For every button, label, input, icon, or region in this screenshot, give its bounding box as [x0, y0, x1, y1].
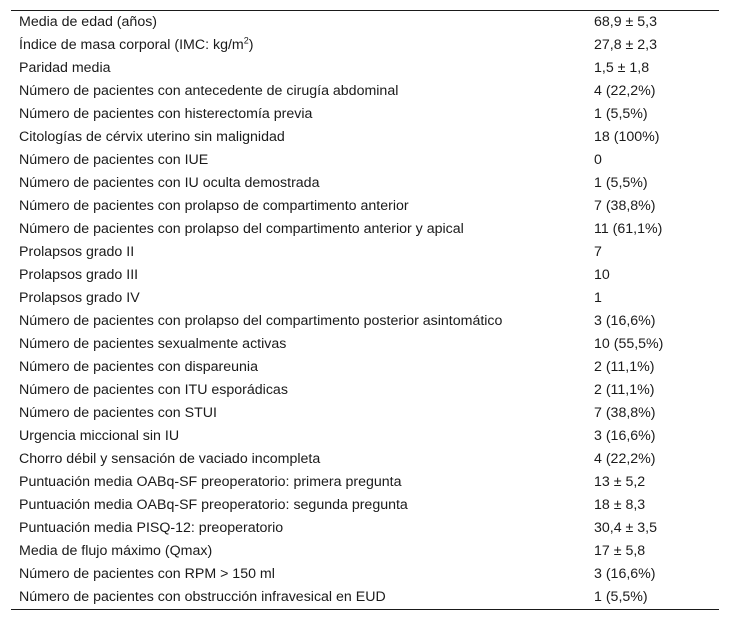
row-label: Citologías de cérvix uterino sin malignidad	[19, 129, 285, 145]
table-row	[11, 310, 719, 333]
table-row	[11, 80, 719, 103]
row-value: 17 ± 5,8	[594, 543, 646, 559]
row-value: 0	[594, 152, 602, 168]
table-row	[11, 195, 719, 218]
table-row	[11, 356, 719, 379]
row-label: Chorro débil y sensación de vaciado incompleta	[19, 451, 321, 467]
table-row	[11, 540, 719, 563]
row-value: 7	[594, 244, 602, 260]
row-label-suffix: )	[248, 37, 254, 53]
row-label: Puntuación media OABq-SF preoperatorio: segunda pregunta	[19, 497, 408, 513]
row-value: 11 (61,1%)	[594, 221, 663, 237]
table-row	[11, 287, 719, 310]
table-row	[11, 402, 719, 425]
row-label: Número de pacientes con prolapso del compartimento posterior asintomático	[19, 313, 503, 329]
row-value: 1 (5,5%)	[594, 106, 648, 122]
table-row	[11, 103, 719, 126]
row-label-superscript: 2	[243, 35, 249, 46]
row-value: 7 (38,8%)	[594, 198, 656, 214]
row-label: Número de pacientes con RPM > 150 ml	[19, 566, 275, 582]
row-value: 13 ± 5,2	[594, 474, 646, 490]
row-value: 2 (11,1%)	[594, 359, 655, 375]
row-label: Prolapsos grado IV	[19, 290, 140, 306]
row-value: 68,9 ± 5,3	[594, 14, 658, 30]
row-label: Número de pacientes con dispareunia	[19, 359, 258, 375]
row-label: Paridad media	[19, 60, 111, 76]
table-row	[11, 517, 719, 540]
table-row	[11, 563, 719, 586]
row-value: 1	[594, 290, 602, 306]
row-value: 10 (55,5%)	[594, 336, 664, 352]
row-label: Número de pacientes con prolapso de compartimento anterior	[19, 198, 409, 214]
table-row	[11, 57, 719, 80]
row-value: 4 (22,2%)	[594, 451, 656, 467]
row-label: Media de edad (años)	[19, 14, 158, 30]
row-value: 3 (16,6%)	[594, 428, 656, 444]
patient-characteristics-table	[11, 11, 719, 609]
table-row	[11, 34, 719, 57]
row-value: 27,8 ± 2,3	[594, 37, 658, 53]
table-row	[11, 379, 719, 402]
table-row	[11, 172, 719, 195]
table-row	[11, 218, 719, 241]
row-value: 1,5 ± 1,8	[594, 60, 650, 76]
table-row	[11, 586, 719, 609]
row-label: Número de pacientes con prolapso del compartimento anterior y apical	[19, 221, 464, 237]
row-value: 7 (38,8%)	[594, 405, 656, 421]
table-row	[11, 471, 719, 494]
row-label: Número de pacientes con antecedente de cirugía abdominal	[19, 83, 399, 99]
table-body	[11, 11, 719, 609]
row-value: 30,4 ± 3,5	[594, 520, 658, 536]
data-table	[11, 10, 719, 610]
row-value: 18 ± 8,3	[594, 497, 646, 513]
row-value: 3 (16,6%)	[594, 566, 656, 582]
table-row	[11, 11, 719, 34]
row-value: 1 (5,5%)	[594, 175, 648, 191]
table-row	[11, 126, 719, 149]
row-value: 4 (22,2%)	[594, 83, 656, 99]
row-label: Puntuación media OABq-SF preoperatorio: primera pregunta	[19, 474, 402, 490]
row-value: 18 (100%)	[594, 129, 660, 145]
table-row	[11, 425, 719, 448]
row-label: Número de pacientes con STUI	[19, 405, 217, 421]
row-label: Número de pacientes con histerectomía previa	[19, 106, 313, 122]
table-row	[11, 494, 719, 517]
row-label	[11, 34, 584, 57]
row-label: Prolapsos grado III	[19, 267, 139, 283]
row-value: 3 (16,6%)	[594, 313, 656, 329]
row-label: Urgencia miccional sin IU	[19, 428, 180, 444]
row-value: 2 (11,1%)	[594, 382, 655, 398]
table-row	[11, 241, 719, 264]
table-row	[11, 333, 719, 356]
table-row	[11, 264, 719, 287]
row-label: Media de flujo máximo (Qmax)	[19, 543, 213, 559]
table-row	[11, 149, 719, 172]
row-value: 10	[594, 267, 610, 283]
table-row	[11, 448, 719, 471]
row-label: Prolapsos grado II	[19, 244, 135, 260]
row-label: Número de pacientes con IUE	[19, 152, 209, 168]
row-value: 1 (5,5%)	[594, 589, 648, 605]
row-label-text: Índice de masa corporal (IMC: kg/m	[19, 37, 244, 53]
row-label: Número de pacientes sexualmente activas	[19, 336, 287, 352]
row-label: Número de pacientes con ITU esporádicas	[19, 382, 288, 398]
row-label: Número de pacientes con obstrucción infravesical en EUD	[19, 589, 386, 605]
row-label: Número de pacientes con IU oculta demostrada	[19, 175, 320, 191]
row-label: Puntuación media PISQ-12: preoperatorio	[19, 520, 284, 536]
